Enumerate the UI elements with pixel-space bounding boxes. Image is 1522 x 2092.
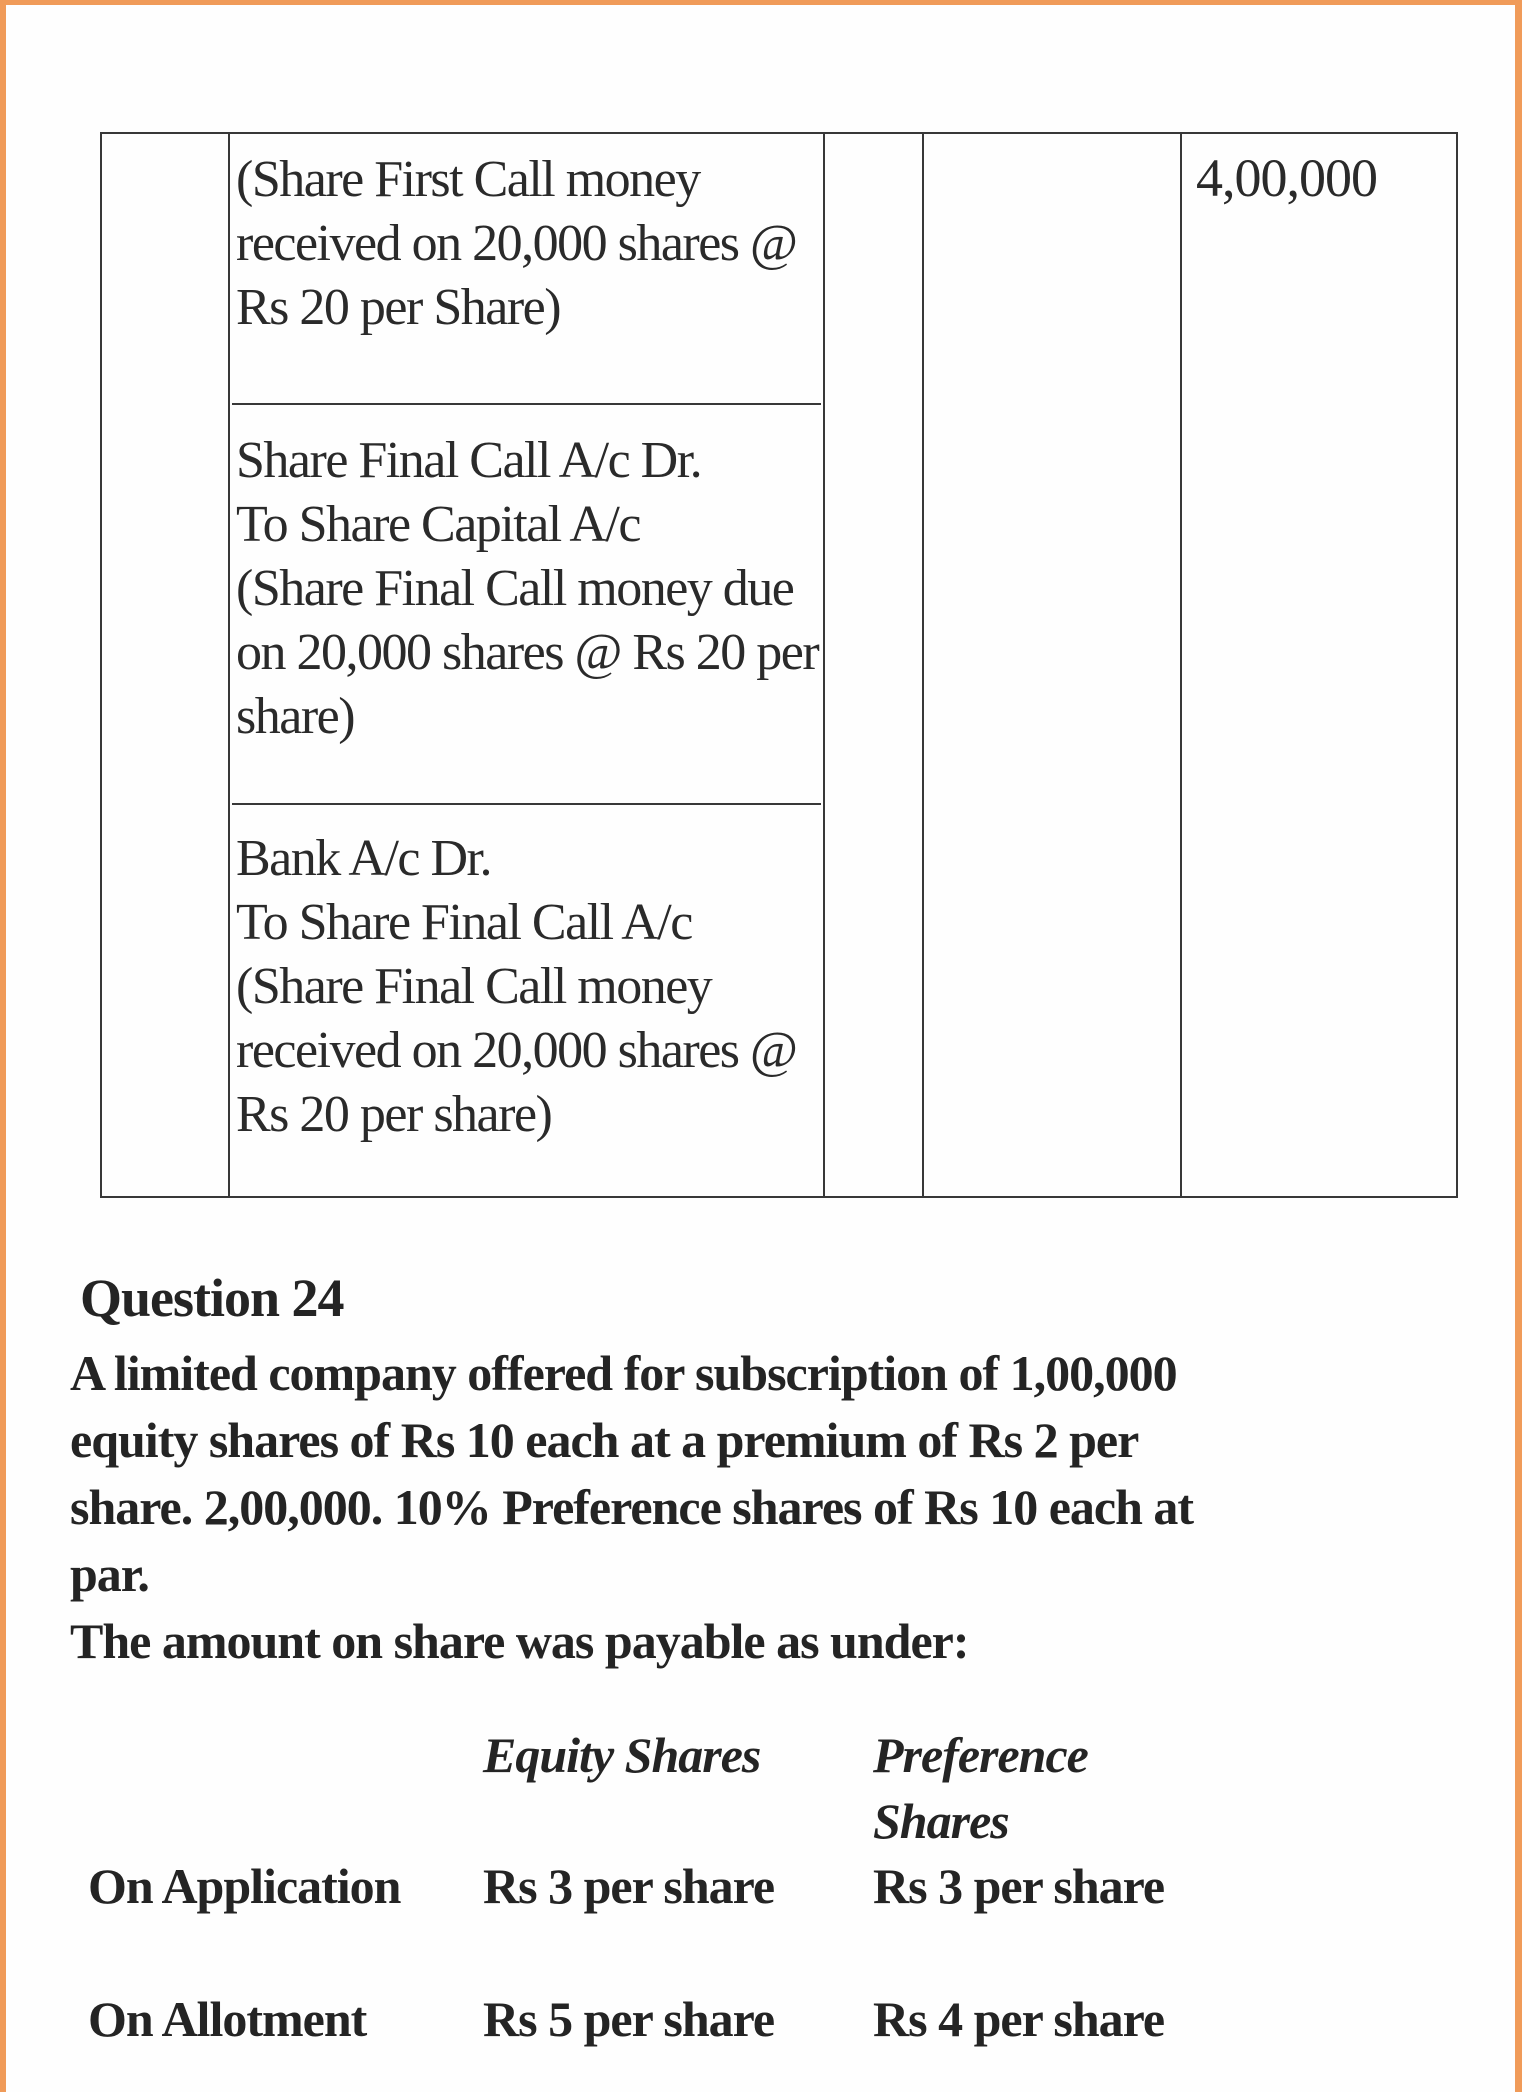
journal-table (100, 132, 1458, 1198)
table-divider-line (1180, 134, 1182, 1196)
payable-row-allotment-equity: Rs 5 per share (483, 1991, 775, 2047)
question-body-line: par. (70, 1546, 149, 1602)
credit-amount-cell: 4,00,000 (1196, 148, 1377, 208)
question-body-line: A limited company offered for subscription of 1,00,000 (70, 1345, 1177, 1401)
payable-header-preference: Preference Shares (873, 1727, 1088, 1849)
journal-entry-2-narration: (Share Final Call money due on 20,000 shares @ Rs 20 per share) (236, 560, 819, 745)
journal-entry-3-credit-line: To Share Final Call A/c (236, 894, 692, 951)
journal-entry-1-narration: (Share First Call money received on 20,000 shares @ Rs 20 per Share) (236, 151, 797, 336)
question-title: Question 24 (80, 1268, 344, 1328)
question-body (70, 1340, 1193, 1675)
journal-entry-3-narration: (Share Final Call money received on 20,000 shares @ Rs 20 per share) (236, 958, 797, 1143)
payable-header-equity: Equity Shares (483, 1727, 761, 1783)
page-border-top (0, 0, 1522, 5)
payable-row-application-preference: Rs 3 per share (873, 1858, 1165, 1914)
journal-entry-2-credit-line: To Share Capital A/c (236, 496, 640, 553)
payable-row-allotment-label: On Allotment (88, 1991, 367, 2047)
table-divider-line (228, 134, 230, 1196)
payable-row-application-equity: Rs 3 per share (483, 1858, 775, 1914)
page-border-right (1515, 0, 1522, 2092)
journal-entry-3 (232, 805, 821, 1196)
journal-entry-2 (232, 405, 821, 805)
page-border-left (0, 0, 6, 2092)
table-divider-line (823, 134, 825, 1196)
journal-entry-2-debit-line: Share Final Call A/c Dr. (236, 432, 702, 489)
question-body-line: equity shares of Rs 10 each at a premium of Rs 2 per (70, 1412, 1139, 1468)
table-divider-line (922, 134, 924, 1196)
payable-row-application-label: On Application (88, 1858, 401, 1914)
question-body-line: share. 2,00,000. 10% Preference shares of Rs 10 each at (70, 1479, 1194, 1535)
question-body-line: The amount on share was payable as under: (70, 1613, 969, 1669)
journal-entry-3-debit-line: Bank A/c Dr. (236, 830, 491, 887)
payable-row-allotment-preference: Rs 4 per share (873, 1991, 1165, 2047)
journal-entry-1 (232, 134, 821, 405)
